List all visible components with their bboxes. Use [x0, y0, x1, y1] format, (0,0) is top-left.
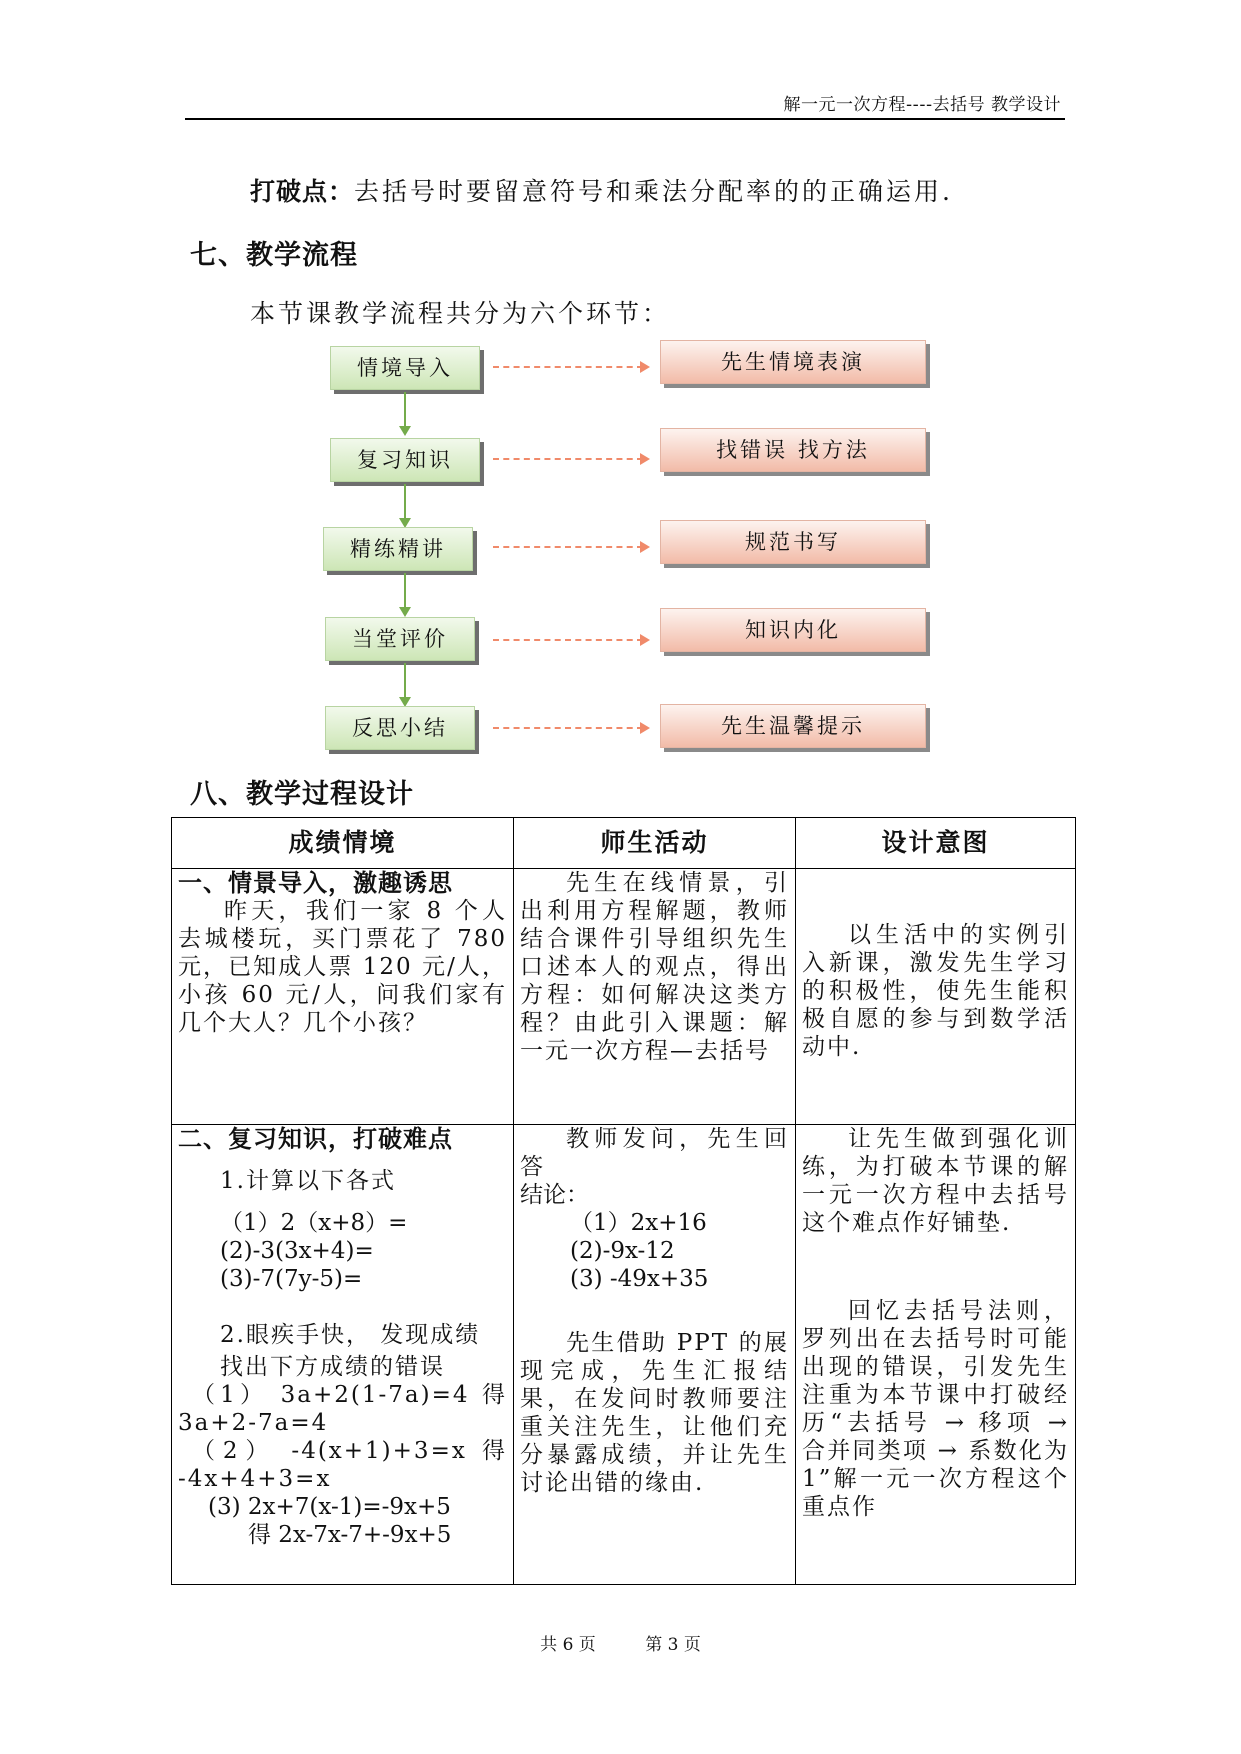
down-arrow-icon — [399, 426, 411, 436]
table-cell — [514, 869, 796, 1125]
flow-step-right: 先生情境表演 — [660, 340, 926, 384]
dashed-arrow — [493, 546, 643, 548]
flow-step-right: 找错误 找方法 — [660, 428, 926, 472]
page-footer — [0, 1630, 1241, 1655]
table-cell — [796, 869, 1076, 1125]
page-total: 共 6 页 — [540, 1635, 596, 1655]
cell-text: 回忆去括号法则，罗列出在去括号时可能出现的错误，引发先生注重为本节课中打破经历“去括号 → 移项 → 合并同类项 → 系数化为 1”解一元一次方程这个重点作 — [802, 1298, 1069, 1520]
page-header — [185, 88, 1065, 120]
cell-text: 昨天，我们一家 8 个人去城楼玩，买门票花了 780 元，已知成人票 120 元/人，小孩 60 元/人，问我们家有几个大人？几个小孩？ — [178, 898, 507, 1036]
arrow-head-icon — [640, 541, 650, 553]
expr-line: （1）2（x+8）= — [220, 1210, 408, 1236]
answer-line: (3) -49x+35 — [570, 1266, 709, 1292]
dashed-arrow — [493, 366, 643, 368]
flow-step-left: 精练精讲 — [323, 527, 473, 571]
table-row — [172, 869, 1076, 1125]
flow-step-right: 知识内化 — [660, 608, 926, 652]
flow-step-left: 情境导入 — [330, 346, 480, 390]
down-arrow-line — [404, 663, 406, 699]
cell-text: 让先生做到强化训练，为打破本节课的解一元一次方程中去括号这个难点作好铺垫. — [802, 1126, 1069, 1236]
table-header-cell: 师生活动 — [514, 818, 796, 869]
section8-title: 八、教学过程设计 — [190, 779, 414, 810]
table-header-row — [172, 818, 1076, 869]
table-header-cell: 成绩情境 — [172, 818, 514, 869]
down-arrow-line — [404, 573, 406, 609]
expr-line: (2)-3(3x+4)= — [220, 1238, 374, 1264]
error-line: (3) 2x+7(x-1)=-9x+5 — [208, 1494, 451, 1520]
row-title: 二、复习知识，打破难点 — [178, 1125, 453, 1153]
arrow-head-icon — [640, 453, 650, 465]
table-cell — [172, 869, 514, 1125]
expr-line: (3)-7(7y-5)= — [220, 1266, 363, 1292]
down-arrow-icon — [399, 607, 411, 617]
table-cell — [796, 1125, 1076, 1585]
arrow-head-icon — [640, 634, 650, 646]
answer-line: （1）2x+16 — [570, 1210, 707, 1236]
table-header-cell: 设计意图 — [796, 818, 1076, 869]
section7-title: 七、教学流程 — [190, 240, 358, 271]
question-1: 1.计算以下各式 — [220, 1168, 396, 1194]
flow-step-left: 复习知识 — [330, 438, 480, 482]
flow-intro: 本节课教学流程共分为六个环节： — [250, 299, 671, 328]
table-cell — [172, 1125, 514, 1585]
down-arrow-line — [404, 484, 406, 520]
cell-text: 先生借助 PPT 的展现完成，先生汇报结果，在发问时教师要注重关注先生，让他们充分暴露成绩，并让先生讨论出错的缘由. — [520, 1330, 789, 1496]
flow-step-left: 反思小结 — [325, 706, 475, 750]
cell-text: 以生活中的实例引入新课，激发先生学习的积极性，使先生能积极自愿的参与到数学活动中. — [802, 922, 1069, 1060]
question-2: 2.眼疾手快， 发现成绩 — [220, 1322, 481, 1348]
question-2-sub: 找出下方成绩的错误 — [220, 1354, 445, 1380]
table-cell — [514, 1125, 796, 1585]
breakthrough-text: 去括号时要留意符号和乘法分配率的的正确运用. — [354, 177, 953, 206]
breakthrough-label: 打破点： — [250, 177, 355, 206]
page-number: 第 3 页 — [645, 1635, 701, 1655]
breakthrough-line — [250, 172, 953, 208]
error-line: （1） 3a+2(1-7a)=4 得 3a+2-7a=4 — [178, 1382, 507, 1436]
header-title: 解一元一次方程----去括号 教学设计 — [783, 95, 1061, 115]
flow-step-right: 先生温馨提示 — [660, 704, 926, 748]
dashed-arrow — [493, 727, 643, 729]
table-row — [172, 1125, 1076, 1585]
down-arrow-line — [404, 392, 406, 428]
arrow-head-icon — [640, 722, 650, 734]
row-title: 一、情景导入，激趣诱思 — [178, 869, 453, 897]
dashed-arrow — [493, 458, 643, 460]
answer-line: (2)-9x-12 — [570, 1238, 675, 1264]
error-line: （2） -4(x+1)+3=x 得 -4x+4+3=x — [178, 1438, 507, 1492]
cell-text: 教师发问，先生回答 — [520, 1126, 789, 1180]
dashed-arrow — [493, 639, 643, 641]
arrow-head-icon — [640, 361, 650, 373]
error-line: 得 2x-7x-7+-9x+5 — [248, 1522, 452, 1548]
lesson-process-table — [171, 817, 1076, 1585]
flow-step-right: 规范书写 — [660, 520, 926, 564]
cell-text: 先生在线情景，引出利用方程解题，教师结合课件引导组织先生口述本人的观点，得出方程：如何解决这类方程？由此引入课题：解一元一次方程—去括号 — [520, 870, 789, 1064]
flow-step-left: 当堂评价 — [325, 617, 475, 661]
cell-text: 结论： — [520, 1182, 589, 1208]
